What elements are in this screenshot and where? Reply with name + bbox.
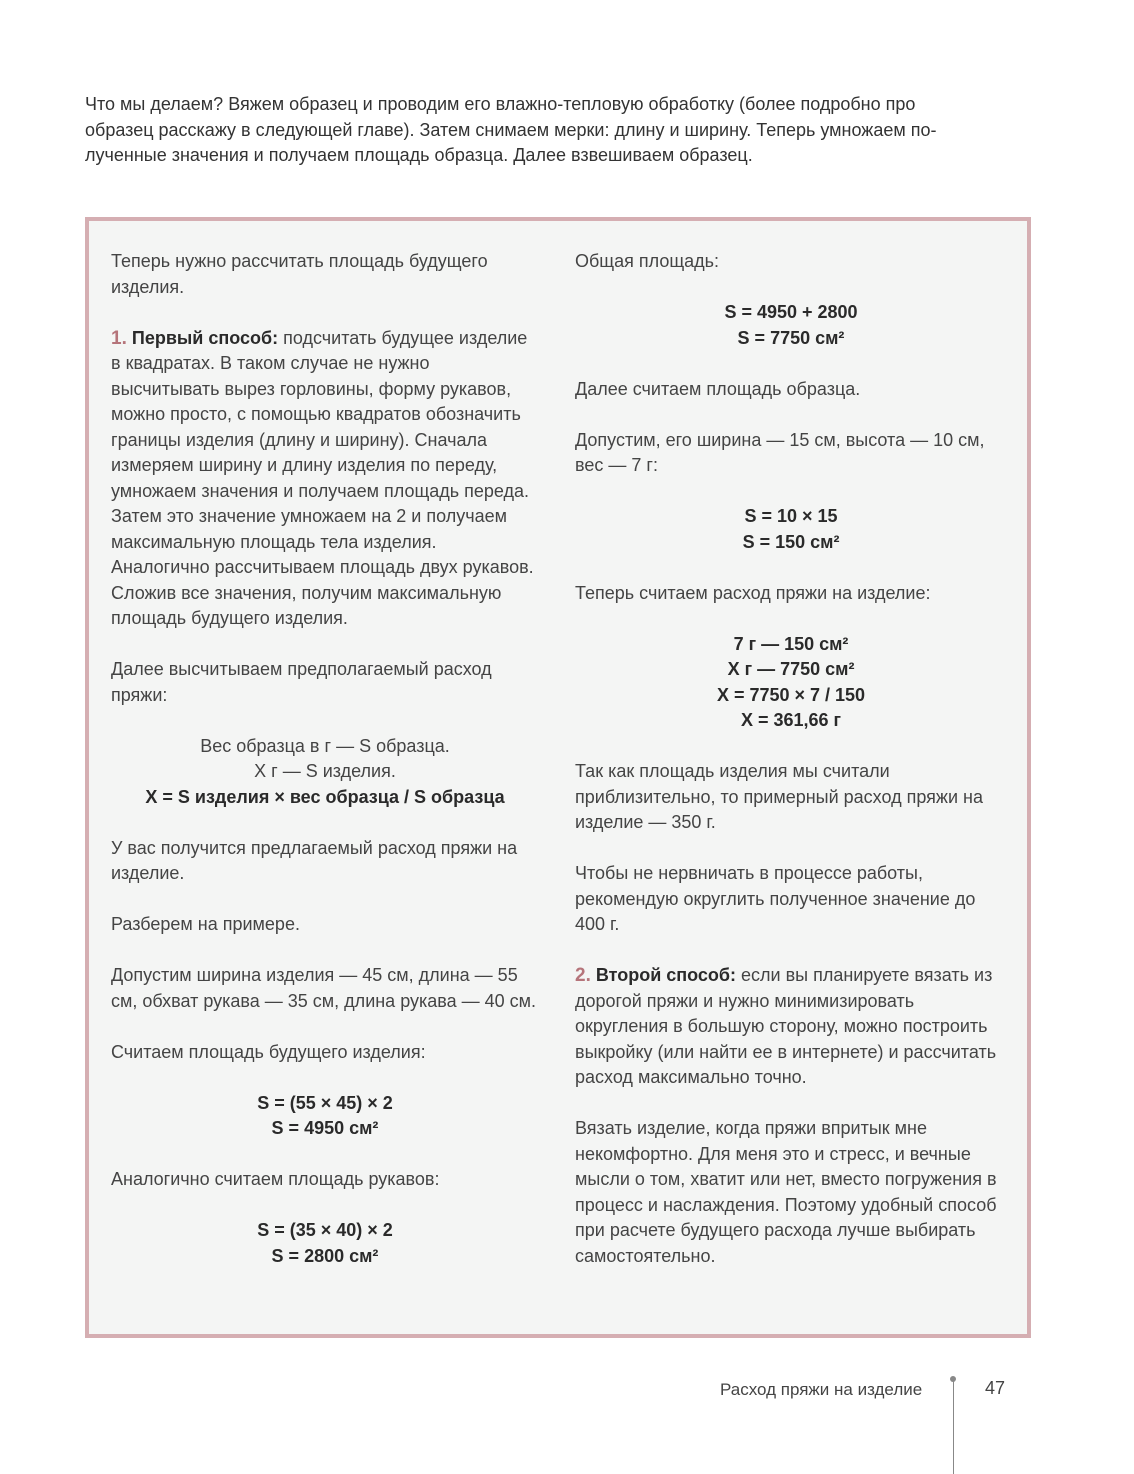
calculation-box bbox=[85, 217, 1031, 1338]
formula-line: S = 150 см² bbox=[742, 531, 840, 552]
method-2-paragraph bbox=[575, 963, 1007, 1091]
method-number: 1. bbox=[111, 327, 127, 349]
formula bbox=[111, 1218, 539, 1269]
intro-paragraph bbox=[85, 92, 1045, 169]
formula-line: Х г — S изделия. bbox=[254, 761, 396, 781]
formula bbox=[575, 632, 1007, 734]
paragraph: Далее считаем площадь образца. bbox=[575, 378, 861, 399]
paragraph: Допустим, его ширина — 15 см, высота — 10 см, вес — 7 г: bbox=[575, 429, 985, 475]
paragraph: Так как площадь изделия мы считали приблизительно, то примерный расход пряжи на изделие — 350 г. bbox=[575, 761, 983, 832]
formula-line: S = 2800 см² bbox=[271, 1245, 379, 1266]
intro-line: лученные значения и получаем площадь образца. Далее взвешиваем образец. bbox=[85, 145, 753, 165]
page-number: 47 bbox=[985, 1378, 1006, 1398]
formula bbox=[575, 300, 1007, 351]
formula-line: Х = 361,66 г bbox=[740, 710, 842, 730]
formula-line: S = 7750 см² bbox=[737, 327, 845, 348]
formula bbox=[575, 504, 1007, 555]
paragraph: Допустим ширина изделия — 45 см, длина — 55 см, обхват рукава — 35 см, длина рукава — 40 см. bbox=[111, 965, 537, 1011]
paragraph: Теперь считаем расход пряжи на изделие: bbox=[575, 582, 931, 603]
formula-line: S = 4950 см² bbox=[271, 1118, 379, 1138]
paragraph: Считаем площадь будущего изделия: bbox=[111, 1041, 426, 1062]
paragraph: Общая площадь: bbox=[575, 251, 720, 271]
method-text: если вы планируете вязать из дорогой пряжи и нужно минимизировать округления в большую сторону, можно построить выкройку (или найти ее в интернете) и рассчитать расход максимально точно. bbox=[575, 965, 997, 1087]
formula-line: S = 10 × 15 bbox=[744, 506, 838, 526]
intro-line: образец расскажу в следующей главе). Затем снимаем мерки: длину и ширину. Теперь умножаем по- bbox=[85, 119, 937, 140]
formula-line: Х г — 7750 см² bbox=[727, 659, 855, 679]
method-1-paragraph bbox=[111, 326, 539, 632]
method-title: Первый способ: bbox=[131, 327, 279, 348]
formula bbox=[111, 734, 539, 811]
formula bbox=[111, 1091, 539, 1142]
right-column bbox=[575, 249, 1007, 1295]
paragraph: Разберем на примере. bbox=[111, 914, 300, 934]
formula-line: 7 г — 150 см² bbox=[733, 633, 849, 654]
left-column bbox=[111, 249, 539, 1295]
paragraph: Чтобы не нервничать в процессе работы, рекомендую округлить полученное значение до 400 г. bbox=[575, 863, 976, 934]
paragraph: У вас получится предлагаемый расход пряжи на изделие. bbox=[111, 837, 518, 883]
formula-line: S = (55 × 45) × 2 bbox=[257, 1092, 393, 1113]
intro-line: Что мы делаем? Вяжем образец и проводим его влажно-тепловую обработку (более подробно про bbox=[85, 94, 916, 114]
chapter-title: Расход пряжи на изделие bbox=[720, 1380, 923, 1399]
formula-line: Вес образца в г — S образца. bbox=[200, 735, 450, 756]
formula-line: Х = 7750 × 7 / 150 bbox=[716, 684, 866, 705]
paragraph: Теперь нужно рассчитать площадь будущего изделия. bbox=[111, 251, 488, 297]
footer-divider bbox=[953, 1380, 954, 1474]
formula-line: S = 4950 + 2800 bbox=[724, 302, 858, 322]
paragraph: Вязать изделие, когда пряжи впритык мне некомфортно. Для меня это и стресс, и вечные мысли о том, хватит или нет, вместо погружения в процесс и наслаждения. Поэтому удобный способ при расчете будущего расхода лучше выбирать самостоятельно. bbox=[575, 1118, 997, 1266]
formula-line: Х = S изделия × вес образца / S образца bbox=[145, 786, 505, 807]
paragraph: Аналогично считаем площадь рукавов: bbox=[111, 1169, 440, 1189]
method-text: подсчитать будущее изделие в квадратах. В таком случае не нужно высчитывать вырез горловины, форму рукавов, можно просто, с помощью квадратов обозначить границы изделия (длину и ширину). Сначала измеряем ширину и длину изделия по переду, умножаем значения и получаем площадь переда. Затем это значение умножаем на 2 и получаем максимальную площадь тела изделия. Аналогично рассчитываем площадь двух рукавов. Сложив все значения, получим максимальную площадь будущего изделия. bbox=[111, 327, 534, 628]
formula-line: S = (35 × 40) × 2 bbox=[257, 1220, 393, 1240]
method-title: Второй способ: bbox=[595, 965, 737, 985]
method-number: 2. bbox=[575, 965, 591, 986]
paragraph: Далее высчитываем предполагаемый расход пряжи: bbox=[111, 659, 492, 705]
